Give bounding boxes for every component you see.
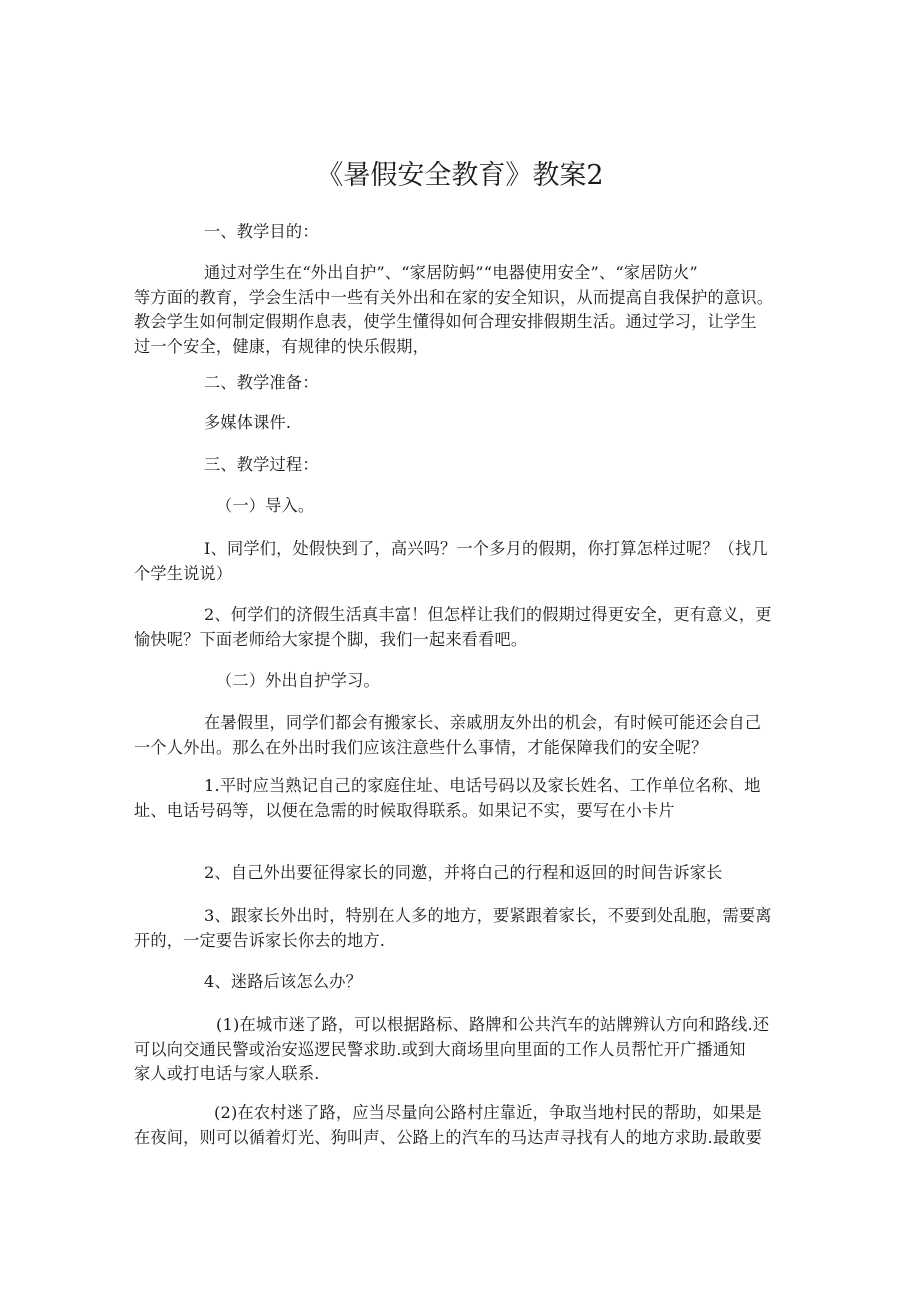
- point-2-paragraph: [134, 861, 786, 886]
- section-heading-objectives: [134, 220, 786, 245]
- point-3-paragraph: [134, 904, 786, 953]
- document-title: 《暑假安全教育》教案2: [316, 160, 604, 191]
- text-line: 可以向交通民警或治安巡逻民警求助.或到大商场里向里面的工作人员帮忙开广播通知: [134, 1039, 746, 1059]
- text-line: 址、电话号码等，以便在急需的时候取得联系。如果记不实，要写在小卡片: [134, 800, 675, 820]
- section-heading-preparation: [134, 371, 786, 396]
- text-line: 二、教学准备：: [204, 373, 319, 392]
- subsection-heading-self-protection: [134, 669, 786, 694]
- text-line: 在夜间，则可以循着灯光、狗叫声、公路上的汽车的马达声寻找有人的地方求助.最敢要: [134, 1127, 763, 1147]
- objectives-paragraph: [134, 261, 786, 359]
- text-line: 2、何学们的济假生活真丰富！但怎样让我们的假期过得更安全，更有意义，更: [204, 605, 772, 624]
- text-line: 家人或打电话与家人联系.: [134, 1064, 320, 1083]
- subsection-heading-intro: [134, 494, 786, 519]
- text-line: 2、自己外出要征得家长的同邀，并将白己的行程和返回的时间告诉家长: [204, 863, 723, 882]
- point-1-paragraph: [134, 774, 786, 823]
- text-line: 1.平时应当熟记自己的家庭住址、电话号码以及家长姓名、工作单位名称、地: [204, 776, 761, 795]
- text-line: (2)在农村迷了路，应当尽量向公路村庄靠近，争取当地村民的帮助，如果是: [214, 1103, 762, 1122]
- intro-paragraph-2: [134, 603, 786, 652]
- point-4-heading: [134, 970, 786, 995]
- text-line: 个学生说说）: [134, 563, 233, 583]
- text-line: I、同学们，处假快到了，高兴吗？一个多月的假期，你打算怎样过呢？（找几: [204, 539, 768, 558]
- lost-in-city-paragraph: [134, 1013, 786, 1087]
- lost-in-countryside-paragraph: [134, 1101, 786, 1150]
- section-heading-process: [134, 453, 786, 478]
- text-line: 在暑假里，同学们都会有搬家长、亲戚朋友外出的机会，有时候可能还会自己: [204, 713, 762, 732]
- text-line: 4、迷路后该怎么办？: [204, 972, 362, 991]
- text-line: （一）导入。: [216, 496, 315, 515]
- text-line: 3、跟家长外出时，特别在人多的地方，要紧跟着家长，不要到处乱胞，需要离: [204, 906, 772, 925]
- text-line: （二）外出自护学习。: [216, 671, 380, 690]
- text-line: 一、教学目的：: [204, 222, 319, 241]
- text-line: 教会学生如何制定假期作息表，使学生懂得如何合理安排假期生活。通过学习，让学生: [134, 312, 757, 331]
- text-line: 通过对学生在“外出自护”、“家居防蚂”“电器使用安全”、“家居防火”: [204, 263, 698, 282]
- preparation-paragraph: [134, 411, 786, 436]
- self-protection-paragraph: [134, 711, 786, 760]
- text-line: (1)在城市迷了路，可以根据路标、路牌和公共汽车的站牌辨认方向和路线.还: [216, 1015, 770, 1034]
- text-line: 过一个安全，健康，有规律的快乐假期，: [134, 336, 429, 356]
- text-line: 等方面的教育，学会生活中一些有关外出和在家的安全知识，从而提高自我保护的意识。: [134, 287, 774, 307]
- intro-paragraph-1: [134, 537, 786, 586]
- text-line: 愉快呢？下面老师给大家提个脚，我们一起来看看吧。: [134, 629, 528, 649]
- text-line: 三、教学过程：: [204, 455, 319, 474]
- text-line: 一个人外出。那么在外出时我们应该注意些什么事情，才能保障我们的安全呢？: [134, 737, 708, 757]
- text-line: 多媒体课件.: [204, 413, 292, 432]
- text-line: 开的，一定要告诉家长你去的地方.: [134, 930, 386, 950]
